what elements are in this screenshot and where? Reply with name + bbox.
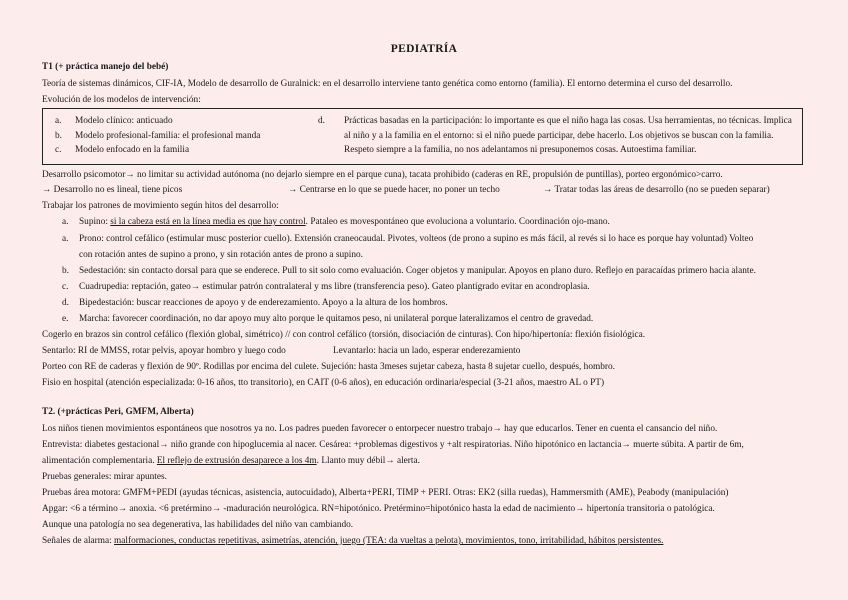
arrow-note-2: → Centrarse en lo que se puede hacer, no poner un techo bbox=[288, 185, 500, 195]
arrow-note-1: → Desarrollo no es lineal, tiene picos bbox=[42, 185, 183, 195]
arrow-note-3: → Tratar todas las áreas de desarrollo (no se pueden separar) bbox=[543, 185, 770, 195]
t2-line-1: Los niños tienen movimientos espontáneos que nosotros ya no. Los padres pueden favorecer o entorpecer nuestro trabajo→ hay que educarlos. Tener en cuenta el cansancio del niño. bbox=[42, 424, 718, 434]
t1-intro: Teoría de sistemas dinámicos, CIF-IA, Modelo de desarrollo de Guralnick: en el desarrollo interviene tanto genética como entorno (familia). El entorno determina el curso del desarrollo. bbox=[42, 79, 733, 89]
coger-brazos-line: Cogerlo en brazos sin control cefálico (flexión global, simétrico) // con control cefálico (torsión, disociación de cinturas). Con hipo/hipertonía: flexión fisiológica. bbox=[42, 330, 646, 340]
intervention-models-box bbox=[42, 108, 803, 165]
models-left-list bbox=[55, 114, 260, 158]
alarma-underlined: malformaciones, conductas repetitivas, asimetrías, atención, juego (TEA: da vueltas a pelota), movimientos, tono, irritabilidad, hábitos persistentes. bbox=[114, 536, 664, 546]
hito-bipedestacion: d. Bipedestación: buscar reacciones de apoyo y de enderezamiento. Apoyo a la altura de los hombros. bbox=[62, 298, 448, 308]
t2-line-2: Entrevista: diabetes gestacional→ niño grande con hipoglucemia al nacer. Cesárea: +problemas digestivos y +alt respiratorias. Niño hipotónico en lactancia→ muerte súbita. A partir de 6m, bbox=[42, 440, 744, 450]
psicomotor-line: Desarrollo psicomotor→ no limitar su actividad autónoma (no dejarlo siempre en el parque cuna), tacata prohibido (caderas en RE, propulsión de puntillas), porteo ergonómico>carro. bbox=[42, 170, 723, 180]
model-item-d: d. Prácticas basadas en la participación: lo importante es que el niño haga las cosas. Usa herramientas, no técnicas. Implica al niño y a la familia en el entorno: si el niño puede participar, debe hacerlo. Los objetivos se buscan con la familia. Respeto siempre a la familia, no nos adelantamos ni presuponemos cosas. Autoestima familiar. bbox=[318, 116, 792, 155]
model-item-b: b. Modelo profesional-familia: el profesional manda bbox=[55, 130, 261, 141]
t2-line-3: alimentación complementaria. El reflejo de extrusión desaparece a los 4m. Llanto muy débil→ alerta. bbox=[42, 456, 420, 466]
hito-sedestacion: b. Sedestación: sin contacto dorsal para que se enderece. Pull to sit solo como evaluación. Coger objetos y manipular. Apoyos en plano duro. Reflejo en paracaídas primero hacia alante. bbox=[62, 266, 756, 276]
t1-heading: T1 (+ práctica manejo del bebé) bbox=[42, 62, 169, 72]
porteo-line: Porteo con RE de caderas y flexión de 90º. Rodillas por encima del culete. Sujeción: hasta 3meses sujetar cabeza, hasta 8 sujetar cuello, después, hombro. bbox=[42, 362, 615, 372]
t2-line-7: Aunque una patología no sea degenerativa, las habilidades del niño van cambiando. bbox=[42, 520, 354, 530]
hito-marcha: e. Marcha: favorecer coordinación, no dar apoyo muy alto porque le quitamos peso, ni unilateral porque lateralizamos el centro de gravedad. bbox=[62, 314, 594, 324]
hito-supino: a. Supino: si la cabeza está en la línea media es que hay control. Pataleo es movespontáneo que evoluciona a voluntario. Coordinación ojo-mano. bbox=[62, 217, 610, 227]
sentarlo-line: Sentarlo: RI de MMSS, rotar pelvis, apoyar hombro y luego codo bbox=[42, 346, 286, 356]
supino-underlined: si la cabeza está en la línea media es que hay control bbox=[110, 217, 306, 227]
model-item-a: a. Modelo clínico: anticuado bbox=[55, 116, 173, 126]
t2-line-6: Apgar: <6 a término→ anoxia. <6 pretérmino→ -maduración neurológica. RN=hipotónico. Pretérmino=hipotónico hasta la edad de nacimiento→ hipertonía transitoria o patológica. bbox=[42, 504, 715, 514]
fisio-line: Fisio en hospital (atención especializada: 0-16 años, tto transitorio), en CAIT (0-6 años), en educación ordinaria/especial (3-21 años, maestro AL o PT) bbox=[42, 378, 605, 388]
hito-cuadrupedia: c. Cuadrupedia: reptación, gateo→ estimular patrón contralateral y ms libre (transferencia peso). Gateo plantígrado evitar en acondroplasia. bbox=[62, 282, 590, 292]
t1-evolution-label: Evolución de los modelos de intervención: bbox=[42, 95, 201, 105]
t2-line-4: Pruebas generales: mirar apuntes. bbox=[42, 472, 167, 482]
model-item-c: c. Modelo enfocado en la familia bbox=[55, 145, 190, 155]
hito-prono-cont: con rotación antes de supino a prono, y sin rotación antes de prono a supino. bbox=[79, 250, 364, 260]
page-title: PEDIATRÍA bbox=[390, 43, 458, 55]
extrusion-underlined: El reflejo de extrusión desaparece a los 4m bbox=[156, 456, 317, 466]
levantarlo-line: Levantarlo: hacia un lado, esperar enderezamiento bbox=[333, 346, 521, 356]
t2-line-5: Pruebas área motora: GMFM+PEDI (ayudas técnicas, asistencia, autocuidado), Alberta+PERI, TIMP + PERI. Otras: EK2 (silla ruedas), Hammersmith (AME), Peabody (manipulación) bbox=[42, 488, 729, 498]
patrones-label: Trabajar los patrones de movimiento según hitos del desarrollo: bbox=[42, 201, 279, 211]
hito-prono: a. Prono: control cefálico (estimular musc posterior cuello). Extensión craneocaudal. Pivotes, volteos (de prono a supino es más fácil, al revés si lo hace es porque hay voluntad) Volteo bbox=[62, 234, 754, 244]
t2-line-8: Señales de alarma: malformaciones, conductas repetitivas, asimetrías, atención, juego (TEA: da vueltas a pelota), movimientos, tono, irritabilidad, hábitos persistentes. bbox=[42, 536, 664, 546]
t2-heading: T2. (+prácticas Peri, GMFM, Alberta) bbox=[42, 407, 194, 417]
